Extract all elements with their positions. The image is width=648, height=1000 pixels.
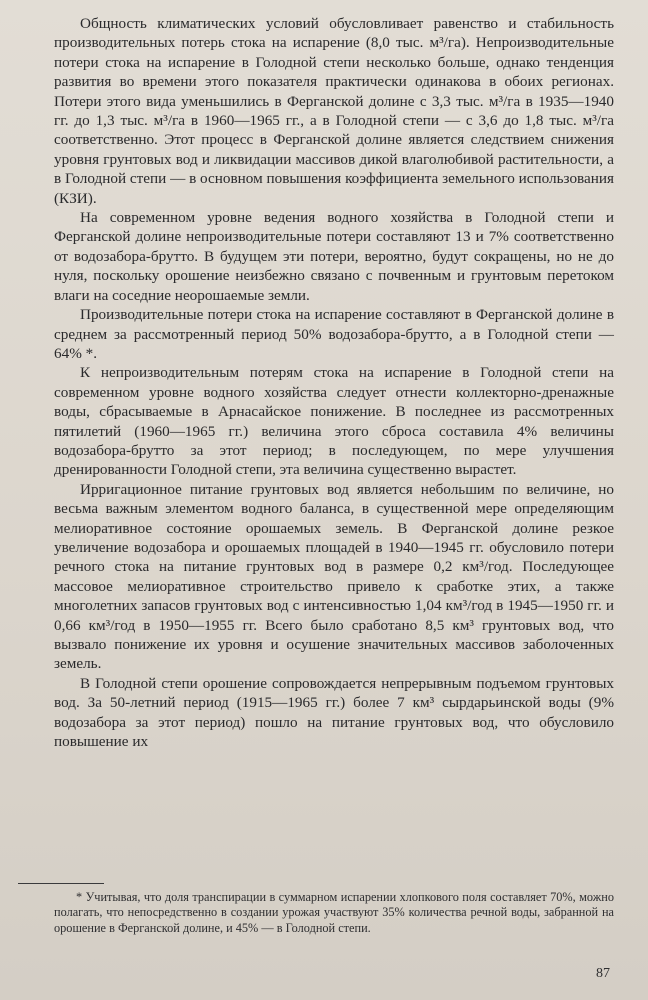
footnote-divider xyxy=(18,883,104,884)
paragraph-3: Производительные потери стока на испарение составляют в Ферганской долине в среднем за рассмотренный период 50% водозабора-брутто, а в Голодной степи — 64% *. xyxy=(54,306,614,362)
body-text xyxy=(54,14,614,751)
paragraph-4: К непроизводительным потерям стока на испарение в Голодной степи на современном уровне водного хозяйства следует отнести коллекторно-дренажные воды, сбрасываемые в Арнасайское понижение. В последнее из рассмотренных пятилетий (1960—1965 гг.) величина этого сброса составила 4% величины водозабора-брутто за этот период; в последующем, по мере улучшения дренированности Голодной степи, эта величина существенно вырастет. xyxy=(54,364,614,479)
page-number: 87 xyxy=(596,966,610,981)
paragraph-5: Ирригационное питание грунтовых вод является небольшим по величине, но весьма важным элементом водного баланса, в существенной мере определяющим мелиоративное состояние орошаемых земель. В Ферганской долине резкое увеличение водозабора и орошаемых площадей в 1940—1945 гг. обусловило потери речного стока на питание грунтовых вод в размере 0,2 км³/год. Последующее массовое мелиоративное строительство привело к сработке этих, а также многолетних запасов грунтовых вод с интенсивностью 1,04 км³/год в 1945—1950 гг. и 0,66 км³/год в 1950—1955 гг. Всего было сработано 8,5 км³ грунтовых вод, что вызвало понижение их уровня и осушение значительных массивов заболоченных земель. xyxy=(54,480,614,673)
footnote: * Учитывая, что доля транспирации в суммарном испарении хлопкового поля составляет 70%, можно полагать, что непосредственно в создании урожая участвуют 35% количества речной воды, забранной на орошение в Ферганской долине, и 45% — в Голодной степи. xyxy=(54,890,614,935)
paragraph-1: Общность климатических условий обусловливает равенство и стабильность производительных потерь стока на испарение (8,0 тыс. м³/га). Непроизводительные потери стока на испарение в Голодной степи несколько больше, однако тенденция развития во времени этого показателя практически одинакова в обоих регионах. Потери этого вида уменьшились в Ферганской долине с 3,3 тыс. м³/га в 1935—1940 гг. до 1,3 тыс. м³/га в 1960—1965 гг., а в Голодной степи — с 3,6 до 1,8 тыс. м³/га соответственно. Этот процесс в Ферганской долине является следствием снижения уровня грунтовых вод и ликвидации массивов дикой влаголюбивой растительности, а в Голодной степи — в основном повышения коэффициента земельного использования (КЗИ). xyxy=(54,15,614,207)
paragraph-6: В Голодной степи орошение сопровождается непрерывным подъемом грунтовых вод. За 50-летний период (1915—1965 гг.) более 7 км³ сырдарьинской воды (9% водозабора за этот период) пошло на питание грунтовых вод, что обусловило повышение их xyxy=(54,674,614,751)
paragraph-2: На современном уровне ведения водного хозяйства в Голодной степи и Ферганской долине непроизводительные потери составляют 13 и 7% соответственно от водозабора-брутто. В будущем эти потери, вероятно, будут сокращены, но не до нуля, поскольку орошение неизбежно связано с почвенным и грунтовым перетоком влаги на соседние неорошаемые земли. xyxy=(54,209,614,304)
